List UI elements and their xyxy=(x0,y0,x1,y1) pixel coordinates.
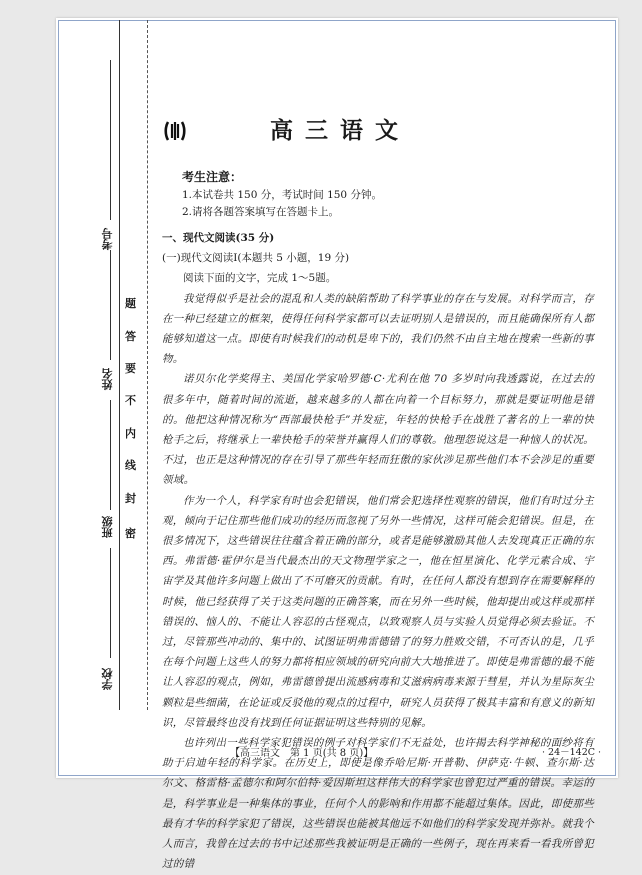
notice-title: 考生注意： xyxy=(182,170,243,184)
exam-no-label: 考号 xyxy=(101,228,114,250)
section-subheading: (一)现代文阅读Ⅰ(本题共 5 小题，19 分) xyxy=(162,252,350,265)
passage-paragraph: 我觉得似乎是社会的混乱和人类的缺陷帮助了科学事业的存在与发展。对科学而言，存在一种已经建立的框架，使得任何科学家都可以去证明别人是错误的，而且能确保所有人都能够知道这一点。即使有时候我们的动机是卑下的，我们仍然不由自主地在搜索一些新的事物。 xyxy=(162,292,594,366)
seal-line xyxy=(147,20,148,710)
publisher-logo-icon xyxy=(164,118,186,144)
seal-char: 封 xyxy=(125,492,136,505)
class-blank[interactable] xyxy=(110,400,111,510)
seal-char: 要 xyxy=(125,362,136,375)
exam-title: 高三语文 xyxy=(270,117,410,144)
passage-paragraph: 诺贝尔化学奖得主、美国化学家哈罗德·C·尤利在他 70 多岁时向我透露说，在过去的很多年中，随着时间的流逝，越来越多的人都在向着一个目标努力，那就是要证明他是错的。他把这种情况称为“西部最快枪手”并发症，年轻的快枪手在战胜了著名的上一辈的快枪手之后，将继承上一辈快枪手的荣誉并赢得人们的尊敬。他理怨说这是一种恼人的状况。不过，也正是这种情况的存在引导了那些年轻而狂傲的家伙涉足那些他们本不会涉足的重要领域。 xyxy=(162,373,594,487)
seal-char: 不 xyxy=(125,394,136,407)
class-label: 班级 xyxy=(101,516,114,538)
reading-section xyxy=(162,228,594,875)
exam-no-blank[interactable] xyxy=(110,60,111,220)
seal-char: 密 xyxy=(125,527,136,540)
exam-code: · 24－142C · xyxy=(542,747,602,758)
instruction: 阅读下面的文字，完成 1～5题。 xyxy=(183,272,337,285)
seal-char: 内 xyxy=(125,427,136,440)
notice-item: 1.本试卷共 150 分，考试时间 150 分钟。 xyxy=(182,189,382,201)
section-heading: 一、现代文阅读(35 分) xyxy=(162,232,275,244)
binding-line xyxy=(119,20,120,710)
seal-char: 答 xyxy=(125,330,136,343)
name-label: 姓名 xyxy=(101,368,114,390)
seal-char: 题 xyxy=(125,297,136,310)
school-label: 学校 xyxy=(101,668,114,690)
school-blank[interactable] xyxy=(110,548,111,658)
notice-item: 2.请将各题答案填写在答题卡上。 xyxy=(182,206,340,218)
page-footer: 【高三语文 第 1 页(共 8 页)】 xyxy=(230,748,374,759)
passage-paragraph: 也许列出一些科学家犯错误的例子对科学家们不无益处，也许揭去科学神秘的面纱将有助于启迪年轻的科学家。在历史上，即使是像乔哈尼斯·开普勒、伊萨克·牛顿、查尔斯·达尔文、格雷格·孟德尔和阿尔伯特·爱因斯坦这样伟大的科学家也曾犯过严重的错误。幸运的是，科学事业是一种集体的事业，任何个人的影响和作用都不能超过集体。因此，即使那些最有才华的科学家犯了错误，这些错误也能被其他远不如他们的科学家发现并弥补。就我个人而言，我曾在过去的书中记述那些我被证明是正确的一些例子，现在再来看一看我所曾犯过的错 xyxy=(162,737,594,871)
seal-char: 线 xyxy=(125,459,136,472)
passage-paragraph: 作为一个人，科学家有时也会犯错误，他们常会犯选择性观察的错误，他们有时过分主观，倾向于记住那些他们成功的经历而忽视了另外一些情况，这样可能会犯错误。但是，在很多情况下，这些错误往往蕴含着正确的部分，或者是能够激励其他人去发现真正正确的东西。弗雷德·霍伊尔是当代最杰出的天文物理学家之一，他在恒星演化、化学元素合成、宇宙学及其他许多问题上做出了不可磨灭的贡献。有时，在任何人都没有想到存在需要解释的时候，他已经获得了关于这类问题的正确答案，而在另外一些时候，他却提出或这样或那样错误的、恼人的、不能让人容忍的古怪观点，以致观察人员与实验人员觉得必须去验证。不过，尽管那些冲动的、集中的、试图证明弗雷德错了的努力胜败交错，不可否认的是，几乎在每个问题上这些人的努力都将相应领域的研究向前大大地推进了。即使是弗雷德的最不能让人容忍的观点，例如，弗雷德曾提出流感病毒和艾滋病病毒来源于彗星，并认为星际灰尘颗粒是些细菌，在论证或反驳他的观点的过程中，研究人员获得了极其丰富和有意义的新知识，尽管最终也没有找到任何证据证明这些特别的见解。 xyxy=(162,494,594,729)
name-blank[interactable] xyxy=(110,250,111,360)
